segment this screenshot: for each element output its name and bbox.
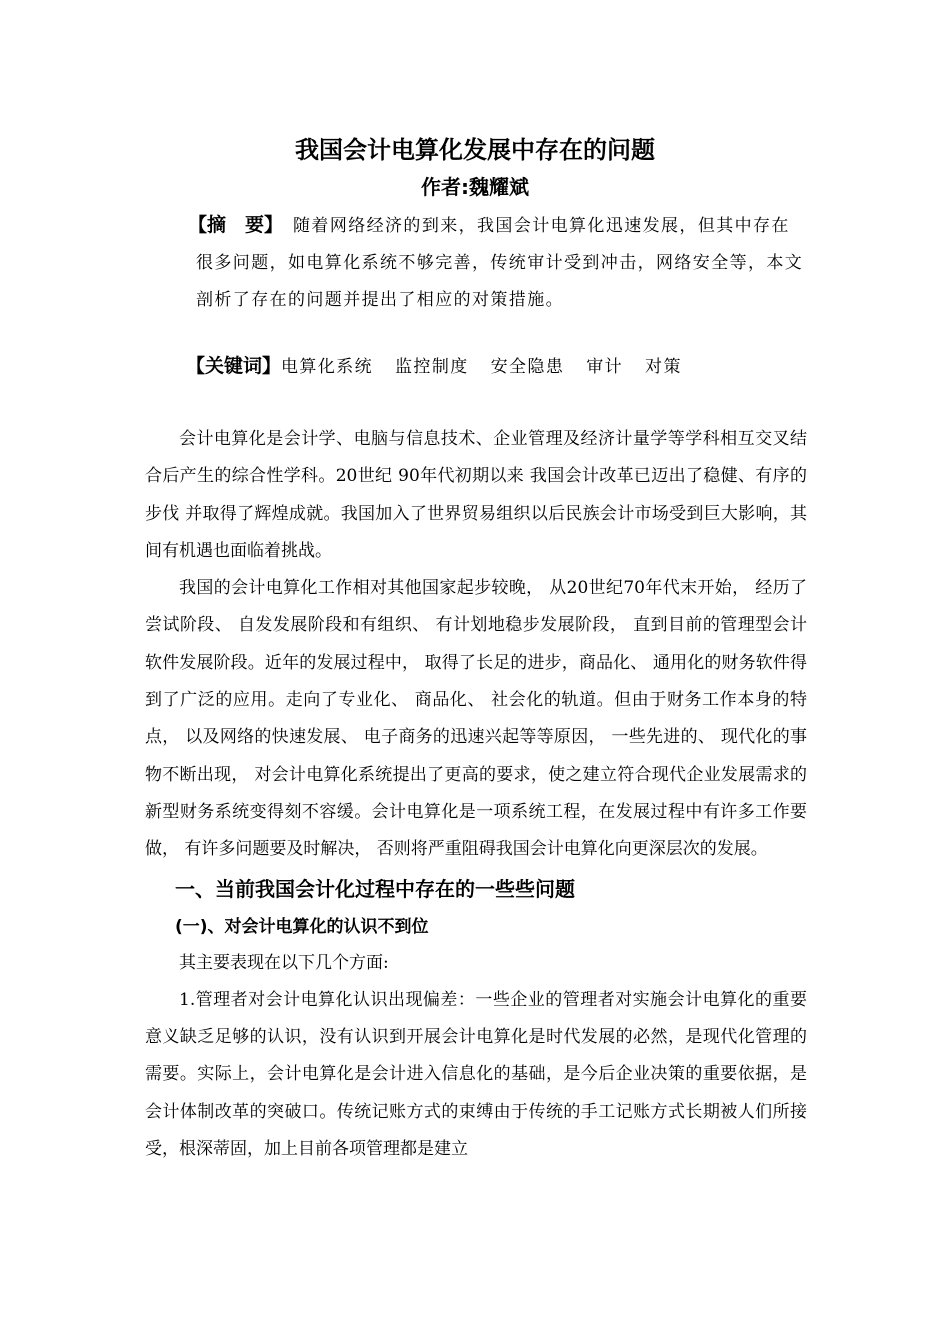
- keyword-item: 对策: [645, 357, 682, 377]
- document-body: [145, 421, 807, 1168]
- keyword-item: 监控制度: [395, 357, 469, 377]
- body-paragraph: 我国的会计电算化工作相对其他国家起步较晚， 从20世纪70年代末开始， 经历了尝试阶段、 自发发展阶段和有组织、 有计划地稳步发展阶段， 直到目前的管理型会计软件发展阶段。近年的发展过程中， 取得了长足的进步，商品化、 通用化的财务软件得到了广泛的应用。走向了专业化、 商品化、 社会化的轨道。但由于财务工作本身的特点， 以及网络的快速发展、 电子商务的迅速兴起等等原因， 一些先进的、 现代化的事物不断出现， 对会计电算化系统提出了更高的要求，使之建立符合现代企业发展需求的新型财务系统变得刻不容缓。会计电算化是一项系统工程，在发展过程中有许多工作要做， 有许多问题要及时解决， 否则将严重阻碍我国会计电算化向更深层次的发展。: [145, 578, 807, 860]
- abstract-block: [188, 207, 808, 319]
- keywords-block: [186, 350, 704, 383]
- point-paragraph: 1.管理者对会计电算化认识出现偏差：一些企业的管理者对实施会计电算化的重要意义缺乏足够的认识，没有认识到开展会计电算化是时代发展的必然，是现代化管理的需要。实际上，会计电算化是会计进入信息化的基础，是今后企业决策的重要依据，是会计体制改革的突破口。传统记账方式的束缚由于传统的手工记账方式长期被人们所接受，根深蒂固，加上目前各项管理都是建立: [145, 989, 807, 1160]
- author-line: 作者:魏耀斌: [421, 175, 529, 199]
- keywords-label: 【关键词】: [186, 355, 282, 377]
- keyword-item: 审计: [586, 357, 624, 377]
- body-paragraph: 会计电算化是会计学、电脑与信息技术、企业管理及经济计量学等学科相互交叉结合后产生的综合性学科。20世纪 90年代初期以来 我国会计改革已迈出了稳健、有序的步伐 并取得了辉煌成就。我国加入了世界贸易组织以后民族会计市场受到巨大影响，其间有机遇也面临着挑战。: [145, 429, 807, 561]
- subsection-heading: (一)、对会计电算化的认识不到位: [175, 916, 429, 937]
- section-heading: 一、当前我国会计化过程中存在的一些些问题: [175, 876, 575, 901]
- abstract-text: 随着网络经济的到来，我国会计电算化迅速发展，但其中存在很多问题，如电算化系统不够完善，传统审计受到冲击，网络安全等，本文剖析了存在的问题并提出了相应的对策措施。: [196, 216, 804, 310]
- abstract-label: 【摘 要】: [188, 214, 284, 236]
- intro-line: 其主要表现在以下几个方面:: [179, 952, 389, 973]
- document-title: 我国会计电算化发展中存在的问题: [295, 136, 655, 164]
- keyword-item: 电算化系统: [281, 357, 374, 377]
- keyword-item: 安全隐患: [490, 357, 565, 377]
